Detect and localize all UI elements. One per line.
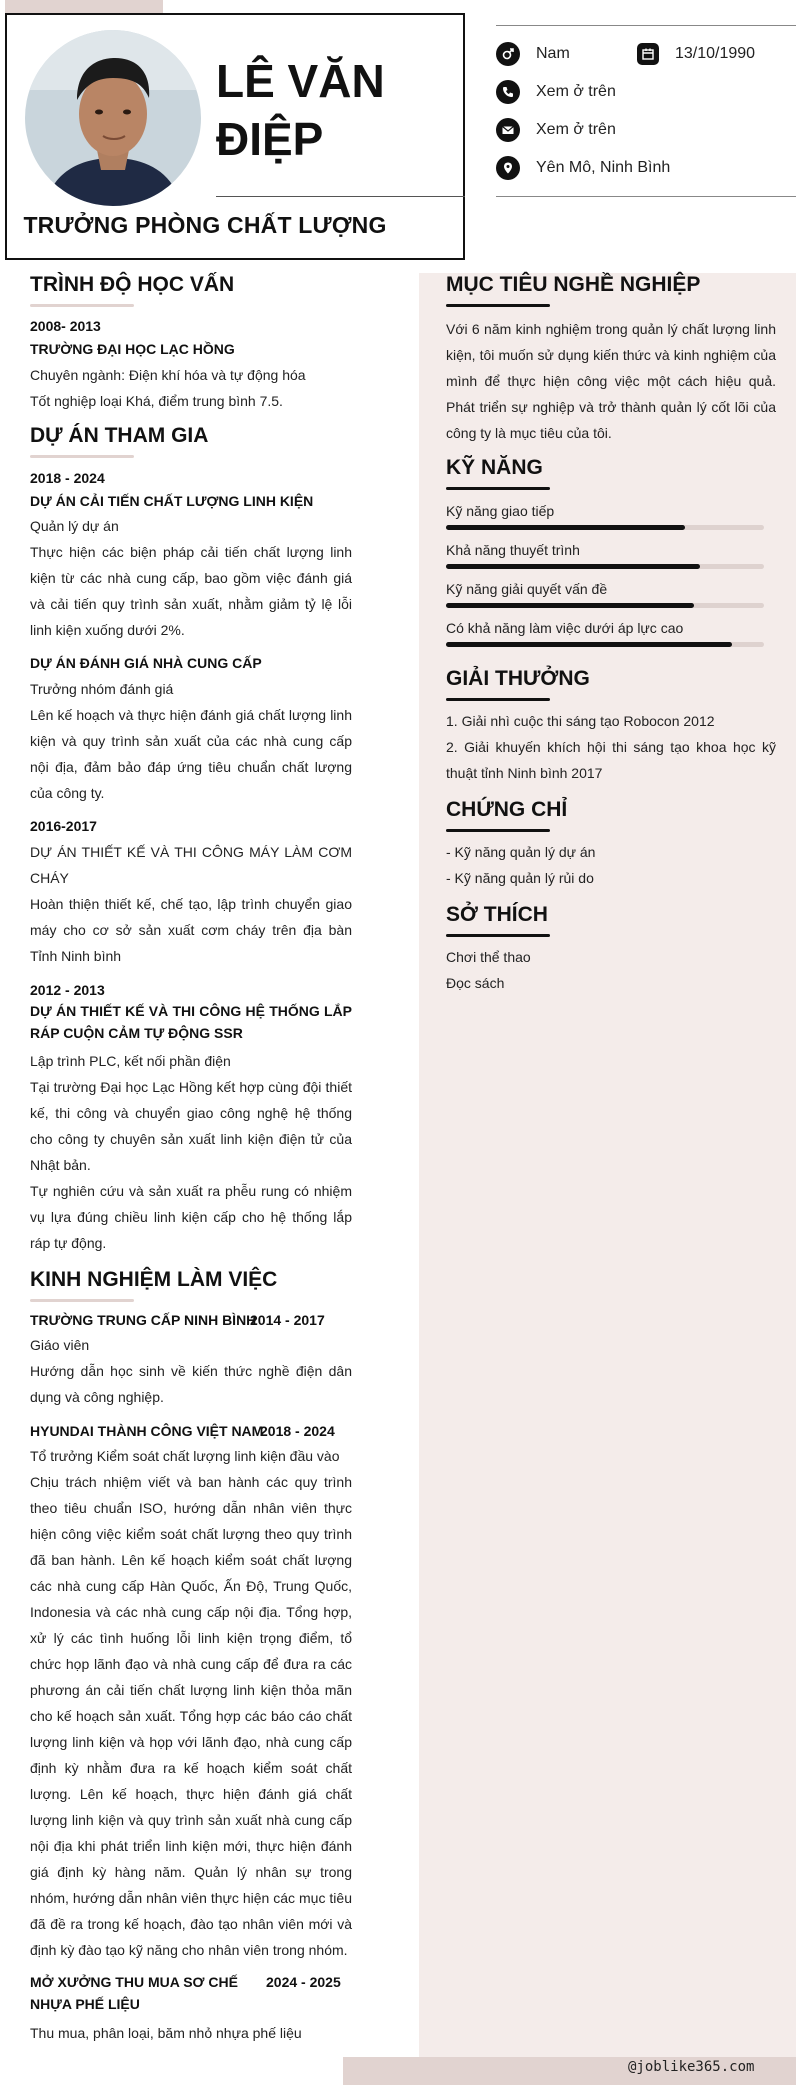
contact-bottom-divider (496, 196, 796, 197)
education-major: Chuyên ngành: Điện khí hóa và tự động hóa (30, 367, 306, 383)
birthday-value: 13/10/1990 (675, 45, 756, 62)
experience-1-company: TRƯỜNG TRUNG CẤP NINH BÌNH (30, 1312, 257, 1328)
avatar-photo (25, 30, 201, 206)
location-icon (496, 156, 520, 180)
objective-title: MỤC TIÊU NGHỀ NGHIỆP (446, 273, 701, 296)
email-icon (496, 118, 520, 142)
gender-icon (496, 42, 520, 66)
hobby-2: Đọc sách (446, 975, 505, 991)
skill-4-bar (446, 642, 764, 647)
project-4-period: 2012 - 2013 (30, 982, 105, 998)
experience-3-desc: Thu mua, phân loại, băm nhỏ nhựa phế liệu (30, 2025, 302, 2041)
contact-phone (496, 78, 616, 106)
skill-1-label: Kỹ năng giao tiếp (446, 503, 555, 519)
skill-3-bar (446, 603, 764, 608)
skill-2-fill (446, 564, 700, 569)
calendar-icon (637, 43, 659, 65)
project-3-period: 2016-2017 (30, 818, 97, 834)
contact-birthday (637, 40, 755, 68)
project-4-desc: Tại trường Đại học Lạc Hồng kết hợp cùng đội thiết kế, thi công và chuyển giao công nghệ hệ thống cho công ty chuyên sản xuất linh kiện điện tử của Nhật bản. (30, 1079, 352, 1173)
experience-3-period: 2024 - 2025 (266, 1974, 341, 1990)
hobby-1: Chơi thể thao (446, 949, 531, 965)
skills-title-underline (446, 487, 550, 490)
project-4-name: DỰ ÁN THIẾT KẾ VÀ THI CÔNG HỆ THỐNG LẮP RÁP CUỘN CẢM TỰ ĐỘNG SSR (30, 1003, 352, 1041)
certificate-1: - Kỹ năng quản lý dự án (446, 844, 596, 860)
awards-title: GIẢI THƯỞNG (446, 667, 590, 690)
projects-title: DỰ ÁN THAM GIA (30, 424, 209, 447)
certificates-title-underline (446, 829, 550, 832)
project-1-period: 2018 - 2024 (30, 470, 105, 486)
education-school: TRƯỜNG ĐẠI HỌC LẠC HỒNG (30, 341, 235, 357)
watermark: @joblike365.com (628, 2059, 755, 2075)
skill-2-bar (446, 564, 764, 569)
project-4-desc-2: Tự nghiên cứu và sản xuất ra phễu rung có nhiệm vụ lựa đúng chiều linh kiện cấp cho hệ thống lắp ráp tự động. (30, 1183, 352, 1251)
awards-title-underline (446, 698, 550, 701)
skill-1-bar (446, 525, 764, 530)
experience-3-company: MỞ XƯỞNG THU MUA SƠ CHẾ NHỰA PHẾ LIỆU (30, 1974, 238, 2012)
project-4-role: Lập trình PLC, kết nối phần điện (30, 1053, 231, 1069)
hobbies-title-underline (446, 934, 550, 937)
education-title: TRÌNH ĐỘ HỌC VẤN (30, 273, 235, 296)
project-2-role: Trưởng nhóm đánh giá (30, 681, 174, 697)
project-2-desc: Lên kế hoạch và thực hiện đánh giá chất lượng linh kiện và quy trình sản xuất của các nhà cung cấp nội địa, đảm bảo đáp ứng tiêu chuẩn chất lượng của công ty. (30, 707, 352, 801)
skill-1-fill (446, 525, 685, 530)
phone-icon (496, 80, 520, 104)
experience-title-underline (30, 1299, 134, 1302)
certificate-2: - Kỹ năng quản lý rủi do (446, 870, 594, 886)
hobbies-title: SỞ THÍCH (446, 903, 548, 926)
certificates-title: CHỨNG CHỈ (446, 798, 568, 821)
contact-gender (496, 40, 570, 68)
objective-text: Với 6 năm kinh nghiệm trong quản lý chất lượng linh kiện, tôi muốn sử dụng kiến thức và kinh nghiệm của mình để thực hiện công việc một cách hiệu quả. Phát triển sự nghiệp và trở thành quản lý cốt lõi của công ty là mục tiêu của tôi. (446, 321, 776, 441)
phone-value: Xem ở trên (536, 83, 616, 100)
award-2: 2. Giải khuyến khích hội thi sáng tạo khoa học kỹ thuật tỉnh Ninh bình 2017 (446, 739, 776, 781)
objective-title-underline (446, 304, 550, 307)
experience-1-desc: Hướng dẫn học sinh về kiến thức nghề điện dân dụng và công nghiệp. (30, 1363, 352, 1405)
experience-2-period: 2018 - 2024 (260, 1423, 335, 1439)
project-3-name: DỰ ÁN THIẾT KẾ VÀ THI CÔNG MÁY LÀM CƠM CHÁY (30, 844, 352, 886)
experience-2-role: Tổ trưởng Kiểm soát chất lượng linh kiện đầu vào (30, 1448, 340, 1464)
right-column-background (419, 273, 796, 2057)
contact-email (496, 116, 616, 144)
project-3-desc: Hoàn thiện thiết kế, chế tạo, lập trình chuyển giao máy cho cơ sở sản xuất cơm cháy trên địa bàn Tỉnh Ninh bình (30, 896, 352, 964)
experience-title: KINH NGHIỆM LÀM VIỆC (30, 1268, 278, 1291)
project-1-name: DỰ ÁN CẢI TIẾN CHẤT LƯỢNG LINH KIỆN (30, 493, 314, 509)
skills-title: KỸ NĂNG (446, 456, 543, 479)
award-1: 1. Giải nhì cuộc thi sáng tạo Robocon 2012 (446, 713, 715, 729)
skill-4-label: Có khả năng làm việc dưới áp lực cao (446, 620, 684, 636)
experience-1-role: Giáo viên (30, 1337, 90, 1353)
education-title-underline (30, 304, 134, 307)
projects-title-underline (30, 455, 134, 458)
project-1-role: Quản lý dự án (30, 518, 119, 534)
experience-1-period: 2014 - 2017 (250, 1312, 325, 1328)
skill-4-fill (446, 642, 732, 647)
experience-2-desc: Chịu trách nhiệm viết và ban hành các quy trình theo tiêu chuẩn ISO, hướng dẫn nhân viên thực hiện công việc kiểm soát chất lượng theo quy trình đã ban hành. Lên kế hoạch kiểm soát chất lượng các nhà cung cấp Hàn Quốc, Ấn Độ, Trung Quốc, Indonesia và các nhà cung cấp nội địa. Tổng hợp, xử lý các tình huống lỗi linh kiện trọng điểm, tổ chức họp lãnh đạo và nhà cung cấp để đưa ra các phương án cải tiến chất lượng linh kiện thỏa mãn cho kế hoạch sản xuất. Tổng hợp các báo cáo chất lượng linh kiện và họp với lãnh đạo, nhà cung cấp định kỳ nhằm đưa ra kế hoạch kiểm soát chất lượng. Lên kế hoạch, thực hiện đánh giá chất lượng linh kiện và quy trình sản xuất nhà cung cấp nội địa khi phát triển linh kiện mới, thực hiện đánh giá định kỳ hàng năm. Quản lý nhân sự trong nhóm, hướng dẫn nhân viên thực hiện các mục tiêu đã đề ra trong kế hoạch, đào tạo nhân viên mới và định kỳ đào tạo kỹ năng cho nhân viên trong nhóm. (30, 1474, 352, 1958)
project-2-name: DỰ ÁN ĐÁNH GIÁ NHÀ CUNG CẤP (30, 655, 262, 671)
contact-top-divider (496, 25, 796, 26)
contact-address (496, 154, 670, 182)
job-title: TRƯỞNG PHÒNG CHẤT LƯỢNG (23, 212, 387, 238)
education-period: 2008- 2013 (30, 318, 101, 334)
email-value: Xem ở trên (536, 121, 616, 138)
skill-3-fill (446, 603, 694, 608)
project-1-desc: Thực hiện các biện pháp cải tiến chất lượng linh kiện từ các nhà cung cấp, bao gồm việc đánh giá và cải tiến quy trình sản xuất, nhằm giảm tỷ lệ lỗi linh kiện xuống dưới 2%. (30, 544, 352, 638)
gender-value: Nam (536, 45, 570, 62)
skill-3-label: Kỹ năng giải quyết vấn đề (446, 581, 608, 597)
avatar (25, 30, 201, 206)
skill-2-label: Khả năng thuyết trình (446, 542, 580, 558)
address-value: Yên Mô, Ninh Bình (536, 159, 671, 176)
experience-2-company: HYUNDAI THÀNH CÔNG VIỆT NAM (30, 1423, 264, 1439)
candidate-name: LÊ VĂN ĐIỆP (216, 55, 385, 165)
name-divider (216, 196, 465, 197)
education-result: Tốt nghiệp loại Khá, điểm trung bình 7.5. (30, 393, 283, 409)
